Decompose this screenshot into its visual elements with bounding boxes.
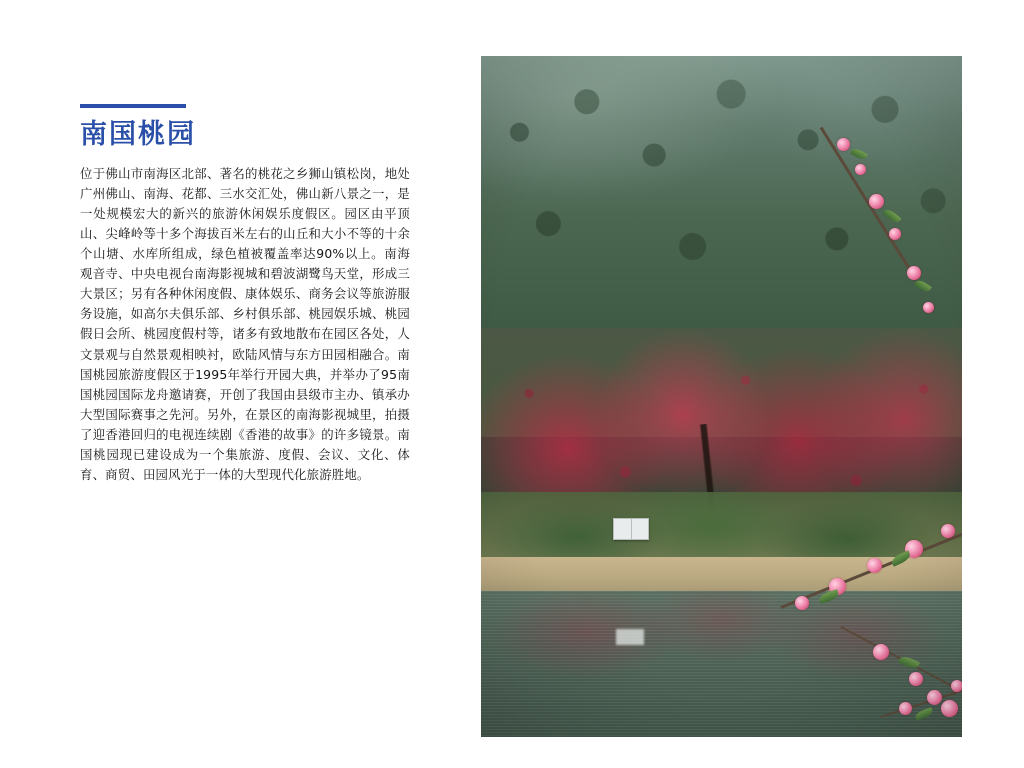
article-text-column	[80, 104, 410, 485]
photo-vignette	[481, 56, 962, 737]
title-rule-divider	[80, 104, 186, 108]
photograph	[481, 56, 962, 737]
page-title: 南国桃园	[80, 119, 196, 150]
article-body: 位于佛山市南海区北部、著名的桃花之乡狮山镇松岗，地处广州佛山、南海、花都、三水交汇处，佛山新八景之一，是一处规模宏大的新兴的旅游休闲娱乐度假区。园区由平顶山、尖峰岭等十多个海拔百米左右的山丘和大小不等的十余个山塘、水库所组成，绿色植被覆盖率达90%以上。南海观音寺、中央电视台南海影视城和碧波湖鹭鸟天堂，形成三大景区；另有各种休闲度假、康体娱乐、商务会议等旅游服务设施，如高尔夫俱乐部、乡村俱乐部、桃园娱乐城、桃园假日会所、桃园度假村等，诸多有致地散布在园区各处，人文景观与自然景观相映衬，欧陆风情与东方田园相融合。南国桃园旅游度假区于1995年举行开园大典，并举办了95南国桃园国际龙舟邀请赛，开创了我国由县级市主办、镇承办大型国际赛事之先河。另外，在景区的南海影视城里，拍摄了迎香港回归的电视连续剧《香港的故事》的许多镜景。南国桃园现已建设成为一个集旅游、度假、会议、文化、体育、商贸、田园风光于一体的大型现代化旅游胜地。	[80, 165, 410, 483]
